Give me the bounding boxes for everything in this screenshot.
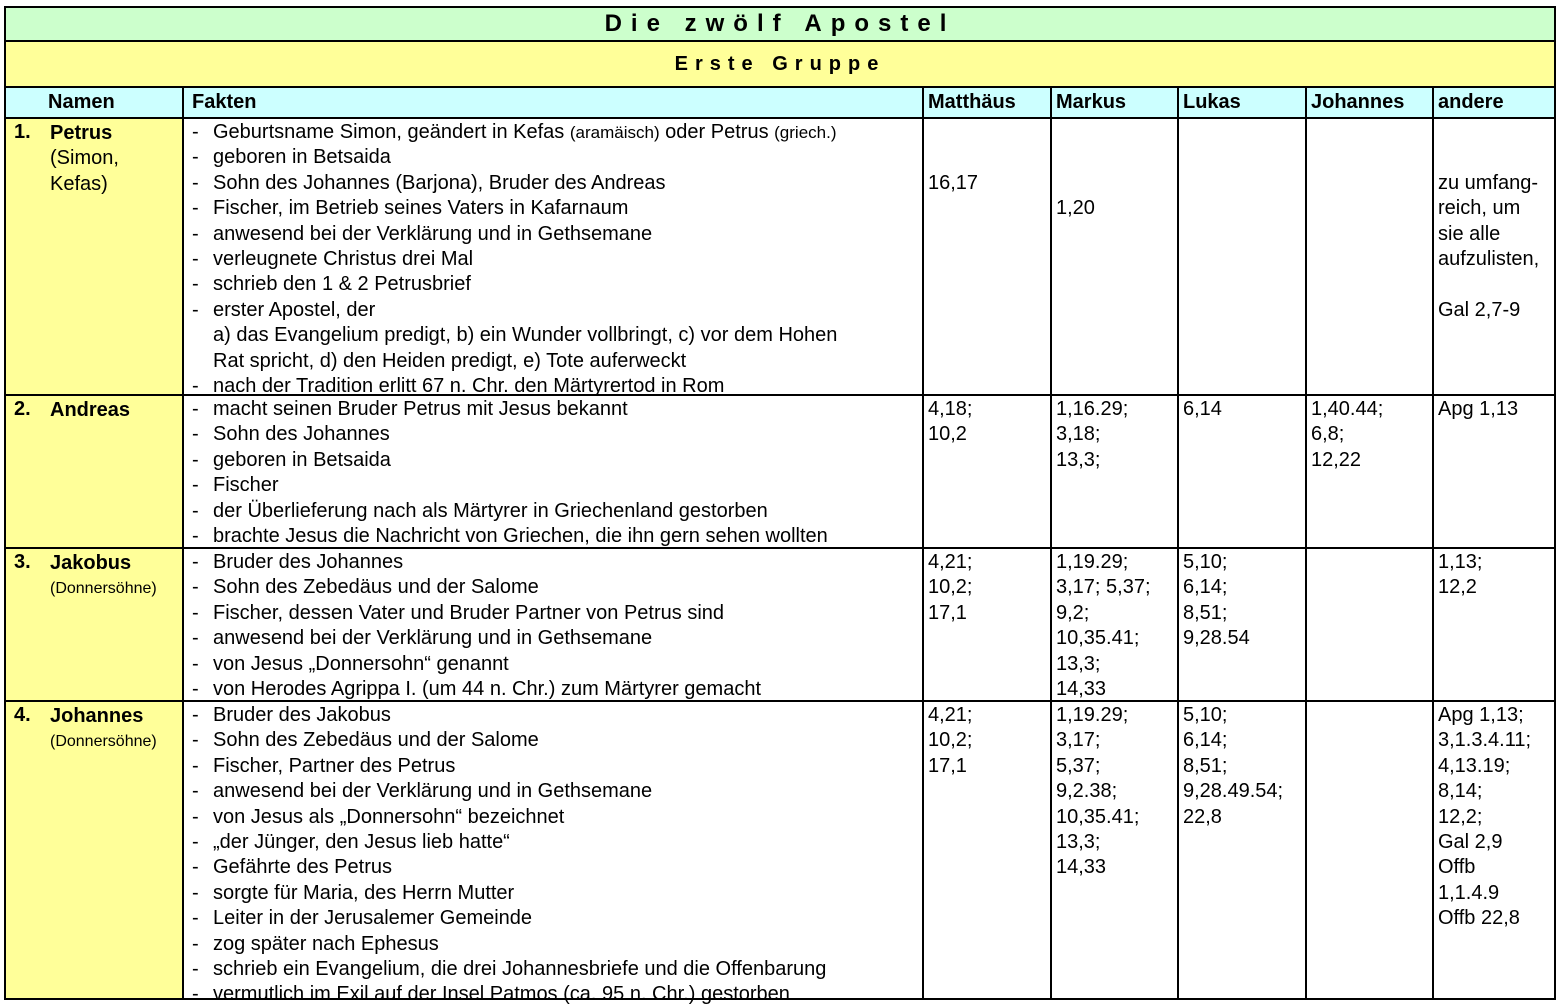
apostle-alias: (Donnersöhne) (50, 733, 157, 751)
apostle-name-label: Andreas (50, 399, 131, 421)
col-header-namen: Namen (48, 91, 115, 113)
matthaeus-refs: 4,18; 10,2 (928, 398, 973, 446)
markus-refs: 1,19.29; 3,17; 5,37; 9,2; 10,35.41; 13,3; 14,33 (1056, 551, 1151, 700)
fact-item: - Sohn des Johannes (192, 423, 390, 446)
col-header-lukas: Lukas (1183, 91, 1241, 113)
column-divider (1050, 88, 1052, 998)
fact-item: - Sohn des Zebedäus und der Salome (192, 576, 539, 599)
fact-item: - Bruder des Johannes (192, 551, 404, 573)
fact-item: - Fischer, dessen Vater und Bruder Partner von Petrus sind (192, 601, 725, 624)
table-row (6, 396, 1554, 549)
markus-refs: 1,20 (1056, 197, 1095, 220)
col-header-matthaeus: Matthäus (928, 91, 1016, 113)
apostle-alias: (Simon, (50, 147, 119, 170)
fact-item: - macht seinen Bruder Petrus mit Jesus bekannt (192, 398, 628, 420)
fact-item: - zog später nach Ephesus (192, 932, 439, 955)
col-header-johannes: Johannes (1311, 91, 1405, 113)
fact-item: - der Überlieferung nach als Märtyrer in Griechenland gestorben (192, 499, 768, 522)
fact-item: - geboren in Betsaida (192, 146, 391, 169)
lukas-refs: 5,10; 6,14; 8,51; 9,28.54 (1183, 551, 1250, 650)
column-divider (922, 88, 924, 998)
table-row (6, 702, 1554, 1006)
facts-cell (192, 550, 761, 702)
fact-item: - nach der Tradition erlitt 67 n. Chr. den Märtyrertod in Rom (192, 375, 725, 398)
fact-item: - „der Jünger, den Jesus lieb hatte“ (192, 831, 510, 854)
apostle-name-label: Johannes (50, 705, 144, 727)
table-row (6, 549, 1554, 702)
lukas-refs: 5,10; 6,14; 8,51; 9,28.49.54; 22,8 (1183, 704, 1284, 828)
apostle-name (50, 704, 157, 755)
name-cell (6, 549, 182, 700)
facts-cell (192, 397, 828, 549)
fact-item: - vermutlich im Exil auf der Insel Patmos (ca. 95 n. Chr.) gestorben (192, 983, 790, 1006)
col-header-markus: Markus (1056, 91, 1127, 113)
fact-item: - Fischer, im Betrieb seines Vaters in Kafarnaum (192, 197, 629, 220)
apostle-name-label: Jakobus (50, 552, 132, 574)
row-number: 3. (14, 551, 31, 573)
matthaeus-refs: 4,21; 10,2; 17,1 (928, 704, 973, 777)
fact-item: - Sohn des Johannes (Barjona), Bruder des Andreas (192, 171, 666, 194)
fact-item: - schrieb ein Evangelium, die drei Johannesbriefe und die Offenbarung (192, 958, 827, 981)
apostle-name (50, 398, 130, 423)
apostle-name (50, 121, 119, 197)
facts-cell (192, 120, 837, 399)
andere-refs: Apg 1,13; 3,1.3.4.11; 4,13.19; 8,14; 12,2; Gal 2,9 Offb 1,1.4.9 Offb 22,8 (1438, 704, 1532, 930)
row-number: 1. (14, 121, 31, 143)
fact-item: - anwesend bei der Verklärung und in Gethsemane (192, 780, 653, 803)
fact-item: - Fischer (192, 474, 279, 497)
fact-item: - Geburtsname Simon, geändert in Kefas (aramäisch) oder Petrus (griech.) (192, 121, 837, 143)
col-header-fakten: Fakten (192, 91, 257, 113)
header-row (6, 88, 1554, 119)
apostle-alias: (Donnersöhne) (50, 580, 157, 598)
johannes-refs: 1,40.44; 6,8; 12,22 (1311, 398, 1384, 471)
col-header-andere: andere (1438, 91, 1504, 113)
lukas-refs: 6,14 (1183, 398, 1222, 420)
fact-item-continued: Rat spricht, d) den Heiden predigt, e) Tote auferweckt (213, 349, 687, 372)
table-row (6, 119, 1554, 396)
table-title: Die zwölf Apostel (6, 8, 1554, 42)
fact-item: - sorgte für Maria, des Herrn Mutter (192, 881, 515, 904)
name-cell (6, 396, 182, 547)
andere-refs: Apg 1,13 (1438, 398, 1519, 420)
fact-item: - brachte Jesus die Nachricht von Griechen, die ihn gern sehen wollten (192, 525, 828, 548)
fact-item: - Bruder des Jakobus (192, 704, 391, 726)
fact-item: - verleugnete Christus drei Mal (192, 248, 474, 271)
fact-item: - Sohn des Zebedäus und der Salome (192, 729, 539, 752)
column-divider (182, 88, 184, 998)
fact-item: - schrieb den 1 & 2 Petrusbrief (192, 273, 471, 296)
name-cell (6, 119, 182, 394)
apostles-table (4, 6, 1556, 1006)
name-cell (6, 702, 182, 998)
fact-item: - Fischer, Partner des Petrus (192, 754, 456, 777)
column-divider (1177, 88, 1179, 998)
matthaeus-refs: 16,17 (928, 171, 979, 194)
andere-refs: 1,13; 12,2 (1438, 551, 1483, 599)
fact-item: - von Jesus als „Donnersohn“ bezeichnet (192, 805, 565, 828)
apostle-name-label: Petrus (50, 122, 113, 144)
markus-refs: 1,16.29; 3,18; 13,3; (1056, 398, 1129, 471)
facts-cell (192, 703, 826, 1008)
column-divider (1432, 88, 1434, 998)
apostle-name (50, 551, 157, 602)
fact-item: - Leiter in der Jerusalemer Gemeinde (192, 907, 533, 930)
fact-item: - anwesend bei der Verklärung und in Gethsemane (192, 222, 653, 245)
fact-item: - Gefährte des Petrus (192, 856, 392, 879)
fact-item: - geboren in Betsaida (192, 448, 391, 471)
fact-item: - von Herodes Agrippa I. (um 44 n. Chr.) zum Märtyrer gemacht (192, 678, 761, 701)
fact-item-continued: a) das Evangelium predigt, b) ein Wunder vollbringt, c) vor dem Hohen (213, 324, 838, 347)
matthaeus-refs: 4,21; 10,2; 17,1 (928, 551, 973, 624)
row-number: 4. (14, 704, 31, 726)
group-subtitle: Erste Gruppe (6, 42, 1554, 88)
apostle-alias: Kefas) (50, 172, 108, 195)
markus-refs: 1,19.29; 3,17; 5,37; 9,2.38; 10,35.41; 13,3; 14,33 (1056, 704, 1140, 879)
fact-item: - erster Apostel, der (192, 298, 376, 321)
row-number: 2. (14, 398, 31, 420)
andere-refs: zu umfang- reich, um sie alle aufzulisten, Gal 2,7-9 (1438, 171, 1540, 321)
fact-item: - anwesend bei der Verklärung und in Gethsemane (192, 627, 653, 650)
column-divider (1305, 88, 1307, 998)
fact-item: - von Jesus „Donnersohn“ genannt (192, 652, 509, 675)
